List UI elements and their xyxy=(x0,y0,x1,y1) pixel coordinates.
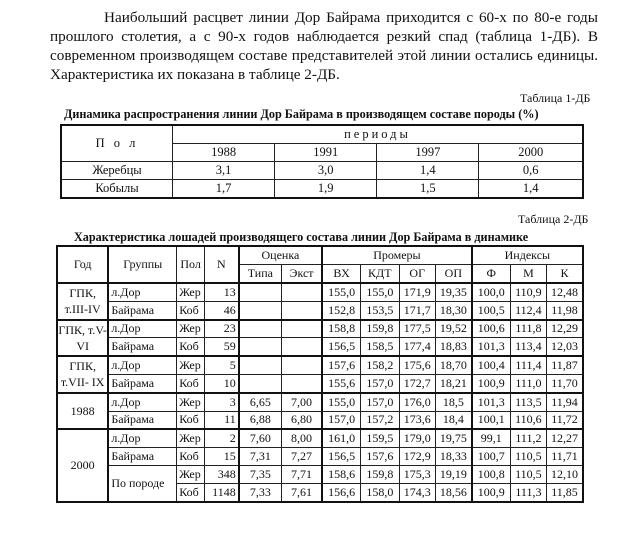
t2-n-cell: 5 xyxy=(205,356,239,374)
t2-ekst-cell xyxy=(281,283,322,301)
t2-f-cell: 100,9 xyxy=(472,483,510,501)
t2-pol-cell: Жер xyxy=(177,320,205,338)
t2-tipa-cell: 7,33 xyxy=(239,483,282,501)
t2-og-cell: 176,0 xyxy=(399,393,435,411)
t2-op-cell: 19,52 xyxy=(435,320,471,338)
t2-pol-cell: Коб xyxy=(177,374,205,392)
table-row xyxy=(57,301,583,319)
t2-group-cell: л.Дор xyxy=(108,356,176,374)
t2-op-cell: 19,75 xyxy=(435,429,471,447)
t2-op-cell: 19,19 xyxy=(435,465,471,483)
t2-op-cell: 18,21 xyxy=(435,374,471,392)
t2-k-cell: 12,27 xyxy=(547,429,583,447)
t2-tipa-cell xyxy=(239,301,282,319)
t2-og-cell: 172,9 xyxy=(399,448,435,466)
t2-pol-cell: Коб xyxy=(177,411,205,429)
t2-group-cell: Байрама xyxy=(108,411,176,429)
t2-f-cell: 99,1 xyxy=(472,429,510,447)
t2-m-cell: 111,4 xyxy=(510,356,546,374)
t2-vh-cell: 155,6 xyxy=(322,374,360,392)
t2-header-op: ОП xyxy=(435,265,471,284)
t2-kdt-cell: 157,0 xyxy=(361,393,399,411)
t1-value-cell: 1,4 xyxy=(479,180,583,199)
t2-kdt-cell: 158,0 xyxy=(361,483,399,501)
table1-title: Динамика распространения линии Дор Байрама в производящем составе породы (%) xyxy=(64,107,539,121)
t2-header-ocenka: Оценка xyxy=(239,246,322,265)
t2-f-cell: 100,5 xyxy=(472,301,510,319)
t2-header-indeksy: Индексы xyxy=(472,246,583,265)
t2-group-cell: Байрама xyxy=(108,448,176,466)
t2-pol-cell: Коб xyxy=(177,448,205,466)
t1-value-cell: 1,7 xyxy=(173,180,275,199)
t2-n-cell: 1148 xyxy=(205,483,239,501)
t2-kdt-cell: 158,5 xyxy=(361,338,399,356)
table-row xyxy=(57,465,583,483)
t2-ekst-cell: 7,61 xyxy=(281,483,322,501)
t2-k-cell: 11,85 xyxy=(547,483,583,501)
t2-tipa-cell xyxy=(239,320,282,338)
table2-title: Характеристика лошадей производящего состава линии Дор Байрама в динамике xyxy=(74,230,529,244)
t2-year-cell: 2000 xyxy=(57,429,108,501)
t2-og-cell: 177,5 xyxy=(399,320,435,338)
t2-ekst-cell: 6,80 xyxy=(281,411,322,429)
t2-kdt-cell: 155,0 xyxy=(361,283,399,301)
t2-kdt-cell: 157,2 xyxy=(361,411,399,429)
t2-group-cell: Байрама xyxy=(108,374,176,392)
t2-n-cell: 11 xyxy=(205,411,239,429)
t2-f-cell: 100,0 xyxy=(472,283,510,301)
t2-og-cell: 173,6 xyxy=(399,411,435,429)
t2-vh-cell: 156,6 xyxy=(322,483,360,501)
t2-vh-cell: 156,5 xyxy=(322,448,360,466)
table-row xyxy=(57,429,583,447)
t2-og-cell: 175,3 xyxy=(399,465,435,483)
t2-n-cell: 348 xyxy=(205,465,239,483)
t2-og-cell: 171,7 xyxy=(399,301,435,319)
t2-og-cell: 171,9 xyxy=(399,283,435,301)
t2-m-cell: 110,6 xyxy=(510,411,546,429)
t1-pol-cell: Кобылы xyxy=(61,180,173,199)
t2-tipa-cell: 6,65 xyxy=(239,393,282,411)
t1-header-periods-text: периоды xyxy=(344,127,411,141)
t2-k-cell: 11,72 xyxy=(547,411,583,429)
table1 xyxy=(60,124,584,199)
t2-f-cell: 100,7 xyxy=(472,448,510,466)
t2-pol-cell: Жер xyxy=(177,356,205,374)
t2-pol-cell: Жер xyxy=(177,283,205,301)
t1-value-cell: 1,5 xyxy=(377,180,479,199)
t2-ekst-cell: 8,00 xyxy=(281,429,322,447)
t2-n-cell: 3 xyxy=(205,393,239,411)
t2-k-cell: 12,03 xyxy=(547,338,583,356)
t2-tipa-cell xyxy=(239,374,282,392)
table-row xyxy=(57,320,583,338)
t2-vh-cell: 155,0 xyxy=(322,283,360,301)
t2-group-cell: По породе xyxy=(108,465,176,501)
t2-header-og: ОГ xyxy=(399,265,435,284)
t2-op-cell: 19,35 xyxy=(435,283,471,301)
t2-header-pol: Пол xyxy=(177,246,205,283)
t1-year: 1988 xyxy=(173,144,275,162)
t2-vh-cell: 157,6 xyxy=(322,356,360,374)
t2-ekst-cell xyxy=(281,356,322,374)
t2-k-cell: 11,94 xyxy=(547,393,583,411)
t2-header-god: Год xyxy=(57,246,108,283)
t2-ekst-cell xyxy=(281,338,322,356)
t2-k-cell: 12,10 xyxy=(547,465,583,483)
t2-group-cell: л.Дор xyxy=(108,283,176,301)
t2-k-cell: 12,48 xyxy=(547,283,583,301)
t2-year-cell: 1988 xyxy=(57,393,108,430)
t2-header-gruppy: Группы xyxy=(108,246,176,283)
t2-header-ekst: Экст xyxy=(281,265,322,284)
t1-value-cell: 1,9 xyxy=(275,180,377,199)
table-row xyxy=(57,374,583,392)
t2-og-cell: 175,6 xyxy=(399,356,435,374)
t2-op-cell: 18,56 xyxy=(435,483,471,501)
table-row xyxy=(57,356,583,374)
t2-tipa-cell: 7,31 xyxy=(239,448,282,466)
t2-pol-cell: Коб xyxy=(177,301,205,319)
table-row xyxy=(61,180,583,199)
t2-og-cell: 174,3 xyxy=(399,483,435,501)
t2-f-cell: 101,3 xyxy=(472,393,510,411)
t2-header-k: К xyxy=(547,265,583,284)
t2-year-cell: ГПК, т.V-VI xyxy=(57,320,108,357)
t2-kdt-cell: 157,6 xyxy=(361,448,399,466)
t2-group-cell: л.Дор xyxy=(108,429,176,447)
t2-tipa-cell xyxy=(239,338,282,356)
t2-group-cell: Байрама xyxy=(108,338,176,356)
t2-k-cell: 11,70 xyxy=(547,374,583,392)
table-row xyxy=(57,393,583,411)
t1-value-cell: 3,1 xyxy=(173,162,275,180)
t2-ekst-cell: 7,71 xyxy=(281,465,322,483)
t2-vh-cell: 156,5 xyxy=(322,338,360,356)
t1-header-pol xyxy=(61,125,173,162)
t2-ekst-cell: 7,27 xyxy=(281,448,322,466)
t2-tipa-cell xyxy=(239,356,282,374)
t2-kdt-cell: 158,2 xyxy=(361,356,399,374)
t2-group-cell: Байрама xyxy=(108,301,176,319)
table1-label: Таблица 1-ДБ xyxy=(520,91,591,105)
t2-op-cell: 18,5 xyxy=(435,393,471,411)
table-row xyxy=(57,338,583,356)
t2-n-cell: 23 xyxy=(205,320,239,338)
t2-n-cell: 10 xyxy=(205,374,239,392)
t2-pol-cell: Жер xyxy=(177,429,205,447)
t2-k-cell: 11,98 xyxy=(547,301,583,319)
table-row xyxy=(61,162,583,180)
t2-tipa-cell: 6,88 xyxy=(239,411,282,429)
t2-kdt-cell: 157,0 xyxy=(361,374,399,392)
t2-vh-cell: 152,8 xyxy=(322,301,360,319)
table-row xyxy=(57,411,583,429)
t2-group-cell: л.Дор xyxy=(108,393,176,411)
t2-n-cell: 13 xyxy=(205,283,239,301)
t2-group-cell: л.Дор xyxy=(108,320,176,338)
t1-value-cell: 0,6 xyxy=(479,162,583,180)
t2-m-cell: 110,5 xyxy=(510,465,546,483)
t2-year-cell: ГПК, т.III-IV xyxy=(57,283,108,320)
t2-op-cell: 18,83 xyxy=(435,338,471,356)
t1-pol-cell: Жеребцы xyxy=(61,162,173,180)
t2-m-cell: 111,3 xyxy=(510,483,546,501)
table-row xyxy=(57,448,583,466)
intro-paragraph-text: Наибольший расцвет линии Дор Байрама приходится с 60-х по 80-е годы прошлого столетия, а с 90-х годов наблюдается резкий спад (таблица 1-ДБ). В современном производящем составе представителей этой линии остались единицы. Характеристика их показана в таблице 2-ДБ. xyxy=(50,9,598,83)
table2-label: Таблица 2-ДБ xyxy=(518,212,589,226)
t2-f-cell: 100,1 xyxy=(472,411,510,429)
t1-year: 1997 xyxy=(377,144,479,162)
t1-header-periods xyxy=(173,125,584,144)
t2-ekst-cell xyxy=(281,301,322,319)
t2-m-cell: 110,5 xyxy=(510,448,546,466)
t2-vh-cell: 161,0 xyxy=(322,429,360,447)
t2-f-cell: 100,4 xyxy=(472,356,510,374)
t1-value-cell: 3,0 xyxy=(275,162,377,180)
t2-f-cell: 100,8 xyxy=(472,465,510,483)
t2-header-m: М xyxy=(510,265,546,284)
t2-pol-cell: Жер xyxy=(177,393,205,411)
t1-year: 2000 xyxy=(479,144,583,162)
t1-year: 1991 xyxy=(275,144,377,162)
t2-vh-cell: 158,6 xyxy=(322,465,360,483)
t2-m-cell: 111,0 xyxy=(510,374,546,392)
t2-og-cell: 179,0 xyxy=(399,429,435,447)
t2-op-cell: 18,30 xyxy=(435,301,471,319)
t2-kdt-cell: 159,5 xyxy=(361,429,399,447)
t2-header-n: N xyxy=(205,246,239,283)
t2-pol-cell: Коб xyxy=(177,338,205,356)
t2-vh-cell: 158,8 xyxy=(322,320,360,338)
t2-ekst-cell xyxy=(281,320,322,338)
t1-header-pol-text: П о л xyxy=(95,136,139,150)
t2-header-kdt: КДТ xyxy=(361,265,399,284)
t2-m-cell: 112,4 xyxy=(510,301,546,319)
t2-header-vh: ВХ xyxy=(322,265,360,284)
t2-m-cell: 111,8 xyxy=(510,320,546,338)
t2-op-cell: 18,4 xyxy=(435,411,471,429)
t2-m-cell: 113,4 xyxy=(510,338,546,356)
t2-m-cell: 110,9 xyxy=(510,283,546,301)
t2-kdt-cell: 159,8 xyxy=(361,320,399,338)
t2-vh-cell: 157,0 xyxy=(322,411,360,429)
t2-k-cell: 11,71 xyxy=(547,448,583,466)
t2-pol-cell: Жер xyxy=(177,465,205,483)
intro-paragraph xyxy=(50,8,598,84)
t2-n-cell: 2 xyxy=(205,429,239,447)
t2-tipa-cell xyxy=(239,283,282,301)
t2-m-cell: 113,5 xyxy=(510,393,546,411)
t2-f-cell: 100,9 xyxy=(472,374,510,392)
t2-kdt-cell: 153,5 xyxy=(361,301,399,319)
table-row xyxy=(57,283,583,301)
t2-op-cell: 18,33 xyxy=(435,448,471,466)
t2-n-cell: 46 xyxy=(205,301,239,319)
t2-f-cell: 100,6 xyxy=(472,320,510,338)
t1-value-cell: 1,4 xyxy=(377,162,479,180)
t2-header-f: Ф xyxy=(472,265,510,284)
t2-vh-cell: 155,0 xyxy=(322,393,360,411)
t2-k-cell: 11,87 xyxy=(547,356,583,374)
t2-header-promery: Промеры xyxy=(322,246,472,265)
table2 xyxy=(56,245,584,503)
t2-og-cell: 172,7 xyxy=(399,374,435,392)
t2-n-cell: 59 xyxy=(205,338,239,356)
t2-f-cell: 101,3 xyxy=(472,338,510,356)
t2-tipa-cell: 7,35 xyxy=(239,465,282,483)
t2-ekst-cell: 7,00 xyxy=(281,393,322,411)
t2-tipa-cell: 7,60 xyxy=(239,429,282,447)
t2-pol-cell: Коб xyxy=(177,483,205,501)
t2-year-cell: ГПК, т.VII- IX xyxy=(57,356,108,393)
t2-k-cell: 12,29 xyxy=(547,320,583,338)
t2-kdt-cell: 159,8 xyxy=(361,465,399,483)
t2-m-cell: 111,2 xyxy=(510,429,546,447)
t2-ekst-cell xyxy=(281,374,322,392)
t2-header-tipa: Типа xyxy=(239,265,282,284)
t2-op-cell: 18,70 xyxy=(435,356,471,374)
t2-og-cell: 177,4 xyxy=(399,338,435,356)
t2-n-cell: 15 xyxy=(205,448,239,466)
